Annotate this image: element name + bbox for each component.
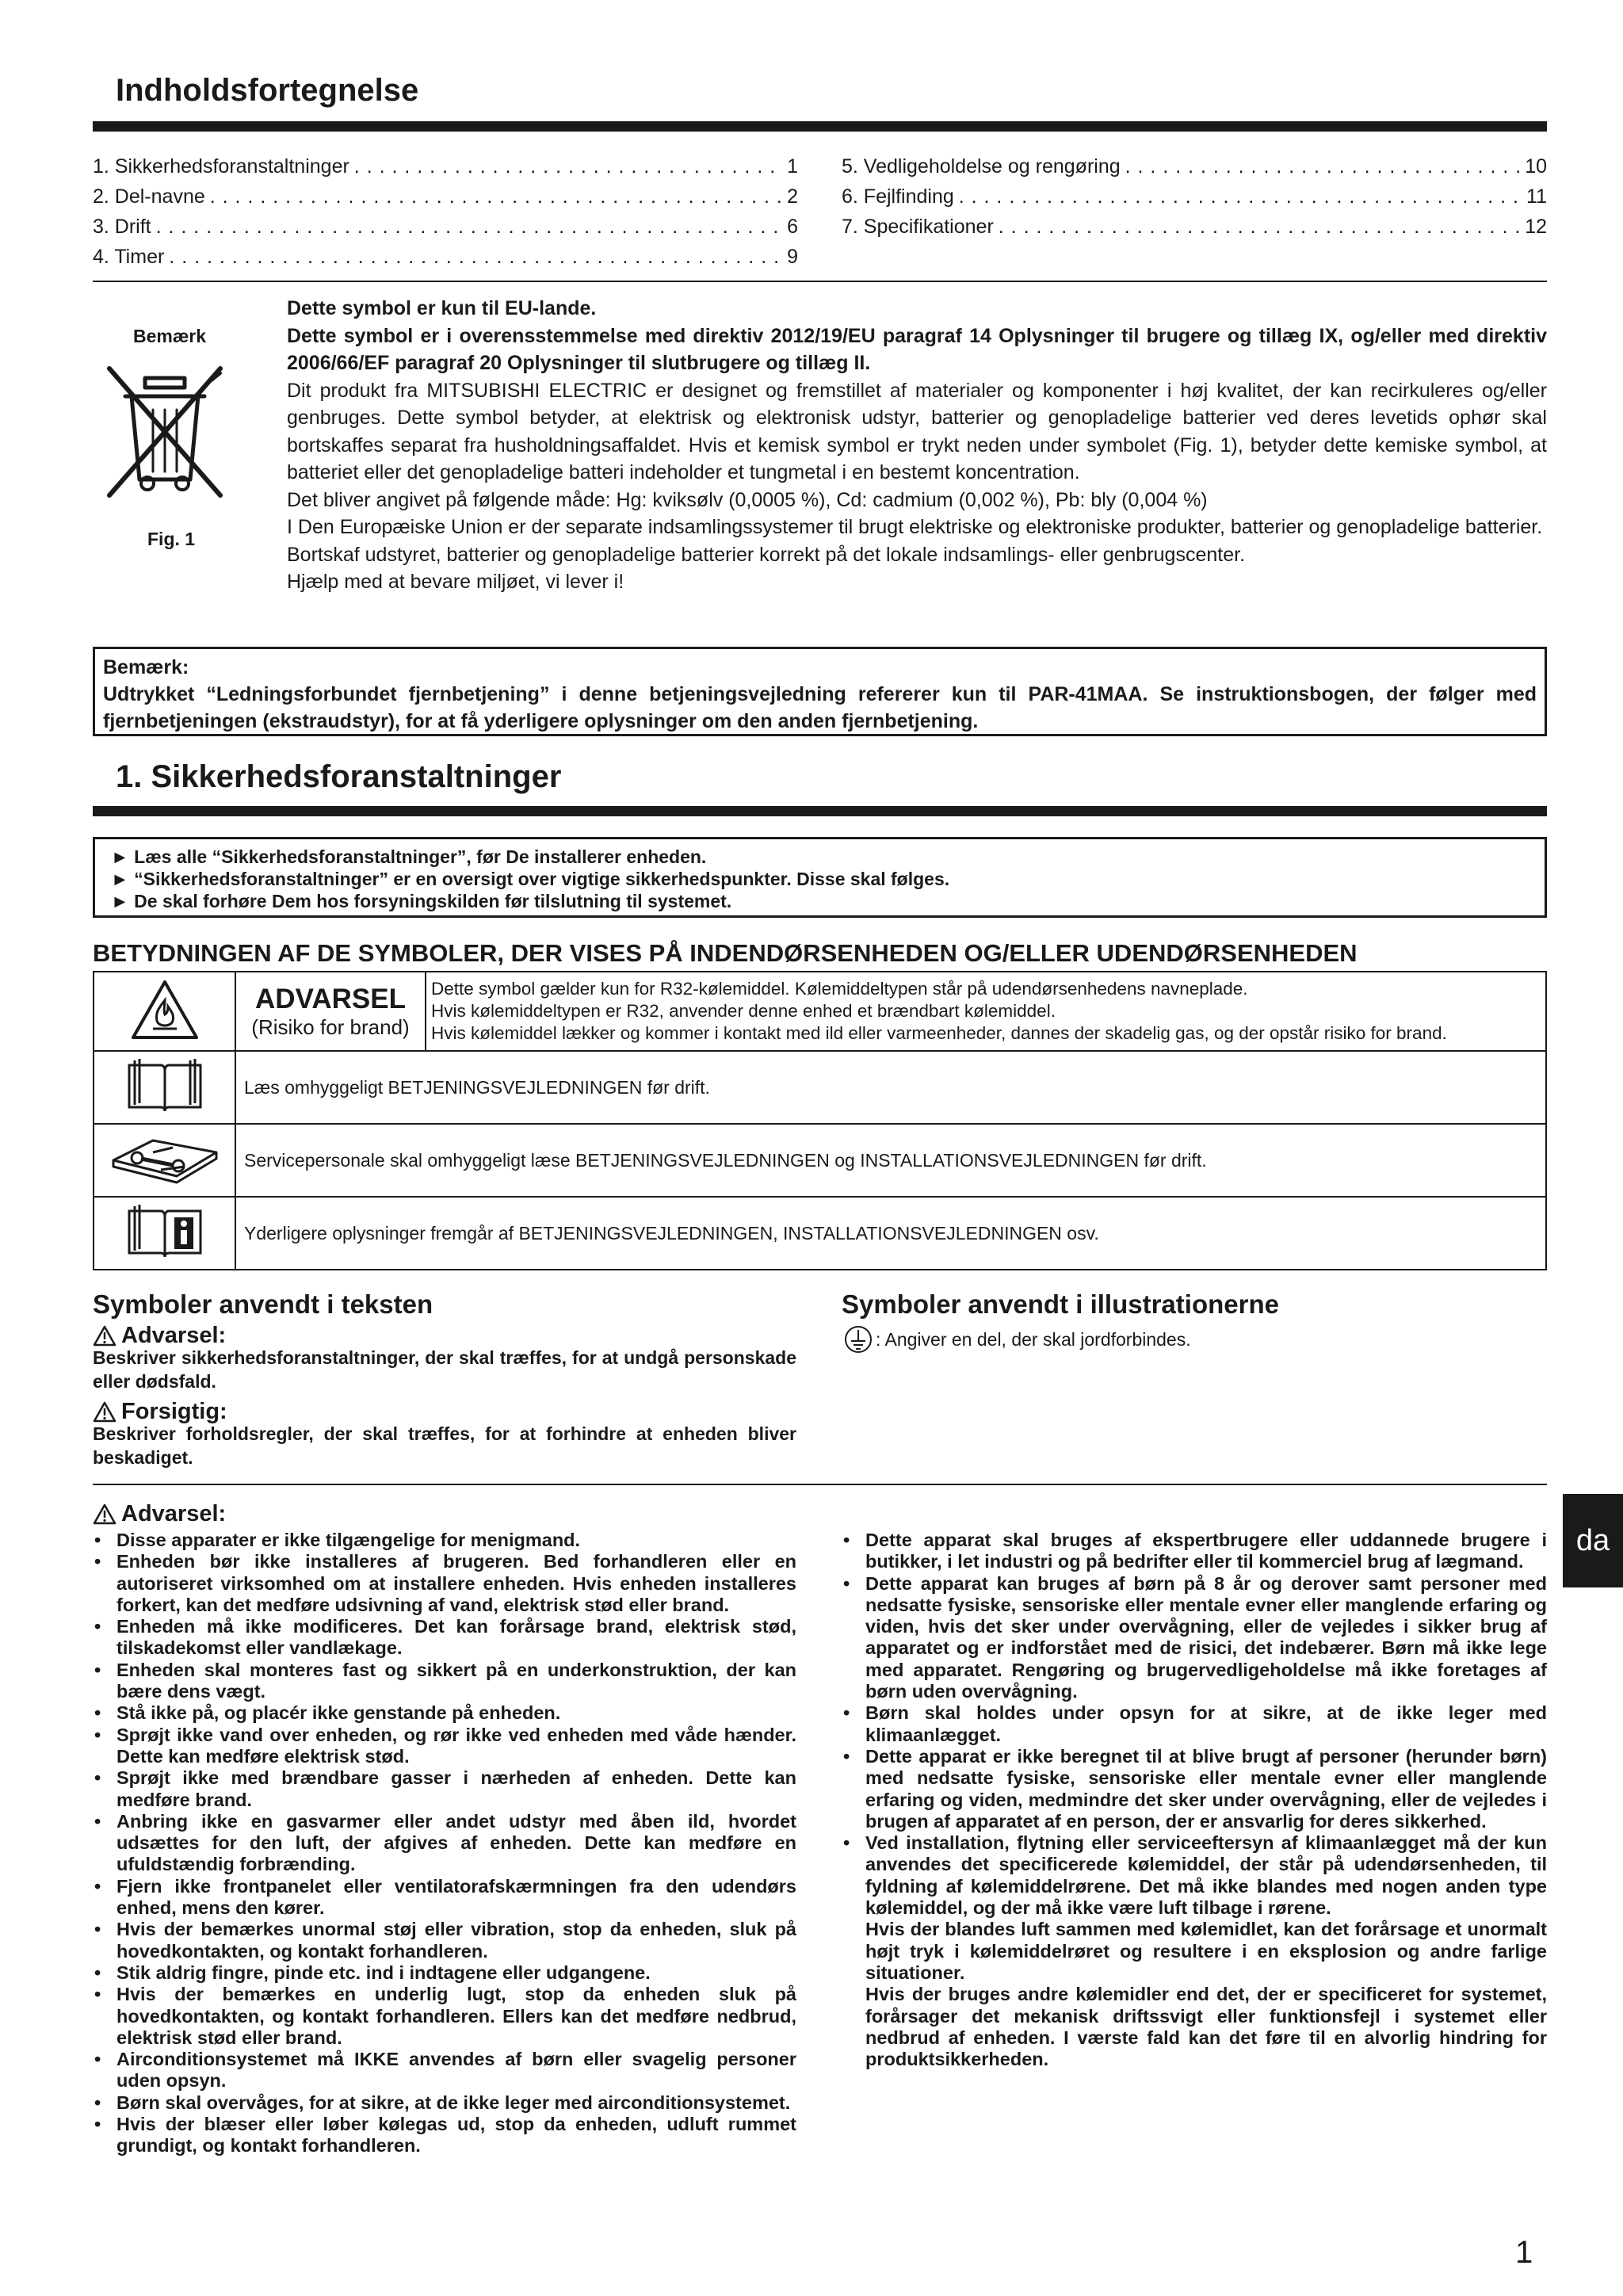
list-item: • Enheden må ikke modificeres. Det kan forårsage brand, elektrisk stød, tilskadekomst eller vandlækage. <box>93 1616 796 1660</box>
intro-line: ► De skal forhøre Dem hos forsyningskilden før tilslutning til systemet. <box>111 891 732 911</box>
toc-entry-page: 10 <box>1525 155 1547 178</box>
list-item: • Ved installation, flytning eller serviceeftersyn af klimaanlægget må der kun anvendes det specificerede kølemiddel, der står på udendørsenheden, til fyldning af kølemiddelrørene. Det må ikke blandes med nogen anden type kølemiddel, og der må ikke være luft tilbage i rørene. <box>842 1832 1547 1919</box>
warning-triangle-icon <box>93 1503 116 1525</box>
list-item: • Hvis der bemærkes unormal støj eller vibration, stop da enheden, sluk på hovedkontakten, og kontakt forhandleren. <box>93 1919 796 1962</box>
symbols-text-heading: Symboler anvendt i teksten <box>93 1289 433 1319</box>
info-text-cell <box>235 1197 1546 1270</box>
note-box <box>93 647 1547 736</box>
symbol-row-warning <box>94 972 1546 1051</box>
list-item: • Sprøjt ikke med brændbare gasser i nærheden af enheden. Dette kan medføre brand. <box>93 1767 796 1811</box>
toc-entry-label: 5. Vedligeholdelse og rengøring <box>842 155 1121 178</box>
list-item: • Stå ikke på, og placér ikke genstande på enheden. <box>93 1702 796 1724</box>
warning-line: Dette symbol gælder kun for R32-kølemiddel. Kølemiddeltypen står på udendørsenhedens navneplade. <box>431 979 1248 999</box>
warning-title: ADVARSEL <box>255 983 406 1014</box>
service-manual-wrench-icon <box>105 1129 224 1189</box>
list-item: • Dette apparat skal bruges af ekspertbrugere eller uddannede brugere i butikker, i let industri og på bedrifter eller til kommerciel brug af lægmand. <box>842 1530 1547 1573</box>
warning-title-cell <box>235 972 426 1051</box>
warnings-left-list <box>93 1530 796 2157</box>
toc-entry[interactable] <box>842 181 1547 212</box>
list-item-continuation: Hvis der blandes luft sammen med kølemidlet, kan det forårsage et unormalt højt tryk i kølemiddelrøret og resultere i en eksplosion og andre farlige situationer. <box>865 1919 1547 1983</box>
toc-entry-label: 3. Drift <box>93 216 151 238</box>
warning-text-cell <box>426 972 1546 1051</box>
toc-entry-label: 1. Sikkerhedsforanstaltninger <box>93 155 349 178</box>
toc-entry[interactable] <box>93 181 798 212</box>
fig-label: Fig. 1 <box>147 529 196 549</box>
ground-icon <box>844 1325 873 1354</box>
section-title: 1. Sikkerhedsforanstaltninger <box>116 759 562 794</box>
toc-entry-label: 2. Del-navne <box>93 185 205 208</box>
list-item: • Anbring ikke en gasvarmer eller andet udstyr med åben ild, hvordet udsættes for den luft, der afgives af enheden. Dette kan medføre en ufuldstændig forbrænding. <box>93 1811 796 1876</box>
open-book-icon <box>125 1056 204 1116</box>
flammable-warning-icon <box>129 978 200 1041</box>
symbol-icon-cell <box>94 1124 235 1197</box>
toc-entry-page: 2 <box>787 185 798 208</box>
warnings-heading-label: Advarsel: <box>121 1501 227 1526</box>
eu-para-5: Hjælp med at bevare miljøet, vi lever i! <box>287 571 624 593</box>
eu-para-2: Det bliver angivet på følgende måde: Hg: kviksølv (0,0005 %), Cd: cadmium (0,002 %), Pb: bly (0,004 %) <box>287 488 1208 511</box>
eu-notice-text <box>287 295 1547 596</box>
list-item: • Dette apparat er ikke beregnet til at blive brugt af personer (herunder børn) med nedsatte fysiske, sensoriske eller mentale evner eller manglende erfaring og viden, medmindre det sker under overvågning, eller de vejledes i brugen af apparatet af en person, der er ansvarlig for deres sikkerhed. <box>842 1746 1547 1832</box>
book-info-icon <box>125 1201 204 1262</box>
list-item: • Hvis der bemærkes en underlig lugt, stop da enheden sluk på hovedkontakten, og kontakt forhandleren. Ellers kan det medføre nedbrud, elektrisk stød eller brand. <box>93 1984 796 2049</box>
warnings-heading <box>93 1501 226 1527</box>
eu-para-3: I Den Europæiske Union er der separate indsamlingssystemer til brugt elektriske og elektroniske produkter, batterier og genopladelige batterier. <box>287 516 1543 538</box>
list-item: • Børn skal overvåges, for at sikre, at de ikke leger med airconditionsystemet. <box>93 2092 796 2114</box>
eu-bold-1: Dette symbol er kun til EU-lande. <box>287 297 597 319</box>
toc-title: Indholdsfortegnelse <box>116 73 419 108</box>
symbols-heading: BETYDNINGEN AF DE SYMBOLER, DER VISES PÅ INDENDØRSENHEDEN OG/ELLER UDENDØRSENHEDEN <box>93 939 1358 967</box>
intro-line: ► “Sikkerhedsforanstaltninger” er en oversigt over vigtige sikkerhedspunkter. Disse skal følges. <box>111 869 950 889</box>
list-item: • Disse apparater er ikke tilgængelige for menigmand. <box>93 1530 796 1551</box>
symbol-icon-cell <box>94 1051 235 1124</box>
symbol-icon-cell <box>94 972 235 1051</box>
symbols-table <box>93 971 1547 1270</box>
intro-box <box>93 837 1547 918</box>
forsigtig-heading <box>93 1399 227 1425</box>
language-tab[interactable]: da <box>1563 1494 1623 1587</box>
list-item: • Hvis der blæser eller løber kølegas ud, stop da enheden, udluft rummet grundigt, og kontakt forhandleren. <box>93 2114 796 2157</box>
toc-entry[interactable] <box>93 242 798 272</box>
warning-line: Hvis kølemiddel lækker og kommer i kontakt med ild eller varmeenheder, dannes der skadelig gas, og der opstår risiko for brand. <box>431 1023 1447 1043</box>
eu-note-label: Bemærk <box>133 326 207 346</box>
list-item: • Børn skal holdes under opsyn for at sikre, at de ikke leger med klimaanlægget. <box>842 1702 1547 1746</box>
list-item-continuation: Hvis der bruges andre kølemidler end det, der er specificeret for systemet, forårsager det mekanisk driftssvigt eller funktionsfejl i systemet eller nedbrud af enheden. I værste fald kan det føre til en alvorlig hindring for produktsikkerheden. <box>865 1984 1547 2070</box>
list-item: • Airconditionsystemet må IKKE anvendes af børn eller svagelig personer uden opsyn. <box>93 2049 796 2092</box>
warnings-right-list <box>842 1530 1547 2070</box>
warning-subtitle: (Risiko for brand) <box>251 1014 410 1039</box>
crossed-bin-icon <box>101 361 228 499</box>
symbol-icon-cell <box>94 1197 235 1270</box>
advarsel-label: Advarsel: <box>121 1323 227 1348</box>
symbol-row-info <box>94 1197 1546 1270</box>
divider <box>93 1484 1547 1485</box>
forsigtig-desc: Beskriver forholdsregler, der skal træffes, for at forhindre at enheden bliver beskadiget. <box>93 1423 796 1468</box>
toc-entry[interactable] <box>93 151 798 181</box>
toc-entry-label: 4. Timer <box>93 246 165 268</box>
list-item: • Enheden bør ikke installeres af brugeren. Bed forhandleren eller en autoriseret virksomhed om at installere enheden. Hvis enheden installeres forkert, kan det medføre udsivning af vand, elektrisk stød eller brand. <box>93 1551 796 1616</box>
toc-bar <box>93 121 1547 132</box>
list-item: • Enheden skal monteres fast og sikkert på en underkonstruktion, der kan bære dens vægt. <box>93 1660 796 1703</box>
toc-entry-page: 12 <box>1525 216 1547 238</box>
list-item: • Fjern ikke frontpanelet eller ventilatorafskærmningen fra den udendørs enhed, mens den kører. <box>93 1876 796 1920</box>
service-text-cell <box>235 1124 1546 1197</box>
info-text: Yderligere oplysninger fremgår af BETJENINGSVEJLEDNINGEN, INSTALLATIONSVEJLEDNINGEN osv. <box>244 1223 1099 1244</box>
warning-line: Hvis kølemiddeltypen er R32, anvender denne enhed et brændbart kølemiddel. <box>431 1001 1056 1021</box>
toc-entry-page: 11 <box>1526 185 1547 208</box>
toc-entry[interactable] <box>93 212 798 242</box>
toc-entry-label: 6. Fejlfinding <box>842 185 954 208</box>
read-text-cell <box>235 1051 1546 1124</box>
caution-triangle-icon <box>93 1401 116 1423</box>
toc-entry-label: 7. Specifikationer <box>842 216 994 238</box>
ground-text: : Angiver en del, der skal jordforbindes. <box>876 1328 1191 1350</box>
toc-entry-page: 9 <box>787 246 798 268</box>
page-number: 1 <box>1515 2235 1533 2270</box>
read-text: Læs omhyggeligt BETJENINGSVEJLEDNINGEN før drift. <box>244 1077 710 1098</box>
toc-entry[interactable] <box>842 212 1547 242</box>
symbols-illus-heading: Symboler anvendt i illustrationerne <box>842 1289 1279 1319</box>
toc-entry-page: 6 <box>787 216 798 238</box>
note-box-label: Bemærk: <box>103 656 189 678</box>
list-item: • Stik aldrig fingre, pinde etc. ind i indtagene eller udgangene. <box>93 1962 796 1984</box>
forsigtig-label: Forsigtig: <box>121 1399 227 1424</box>
eu-para-4: Bortskaf udstyret, batterier og genopladelige batterier korrekt på det lokale indsamlings- eller genbrugscenter. <box>287 543 1246 566</box>
eu-para-1: Dit produkt fra MITSUBISHI ELECTRIC er designet og fremstillet af materialer og komponenter i høj kvalitet, der kan recirkuleres og/eller genbruges. Dette symbol betyder, at elektrisk og elektronisk udstyr, batterier og genopladelige batterier ved deres levetids ophør skal bortskaffes separat fra husholdningsaffaldet. Hvis et kemisk symbol er trykt neden under symbolet (Fig. 1), betyder dette kemiske symbol, at batteriet eller det genopladelige batteri indeholder et tungmetal i en bestemt koncentration. <box>287 379 1547 483</box>
eu-bold-2: Dette symbol er i overensstemmelse med direktiv 2012/19/EU paragraf 14 Oplysninger til brugere og tillæg IX, og/eller med direktiv 2006/66/EF paragraf 20 Oplysninger til slutbrugere og tillæg II. <box>287 324 1547 374</box>
intro-line: ► Læs alle “Sikkerhedsforanstaltninger”, før De installerer enheden. <box>111 846 707 867</box>
ground-row <box>844 1325 1191 1354</box>
section-bar <box>93 806 1547 816</box>
advarsel-desc: Beskriver sikkerhedsforanstaltninger, der skal træffes, for at undgå personskade eller dødsfald. <box>93 1347 796 1392</box>
symbol-row-read <box>94 1051 1546 1124</box>
list-item: • Dette apparat kan bruges af børn på 8 år og derover samt personer med nedsatte fysiske, sensoriske eller mentale evner eller manglende erfaring og viden, hvis det sker under overvågning, eller de vejledes i sikker brug af apparatet og er indforstået med de risici, det indebærer. Børn må ikke lege med apparatet. Rengøring og brugervedligeholdelse må ikke foretages af børn uden overvågning. <box>842 1573 1547 1703</box>
toc-entry[interactable] <box>842 151 1547 181</box>
list-item: • Sprøjt ikke vand over enheden, og rør ikke ved enheden med våde hænder. Dette kan medføre elektrisk stød. <box>93 1725 796 1768</box>
advarsel-heading <box>93 1323 226 1349</box>
note-box-text: Udtrykket “Ledningsforbundet fjernbetjening” i denne betjeningsvejledning refererer kun til PAR-41MAA. Se instruktionsbogen, der følger med fjernbetjeningen (ekstraudstyr), for at få yderligere oplysninger om den anden fjernbetjening. <box>103 683 1537 732</box>
divider <box>93 281 1547 282</box>
toc-entry-page: 1 <box>787 155 798 178</box>
service-text: Servicepersonale skal omhyggeligt læse BETJENINGSVEJLEDNINGEN og INSTALLATIONSVEJLEDNINGEN før drift. <box>244 1150 1207 1171</box>
symbol-row-service <box>94 1124 1546 1197</box>
warning-triangle-icon <box>93 1325 116 1347</box>
